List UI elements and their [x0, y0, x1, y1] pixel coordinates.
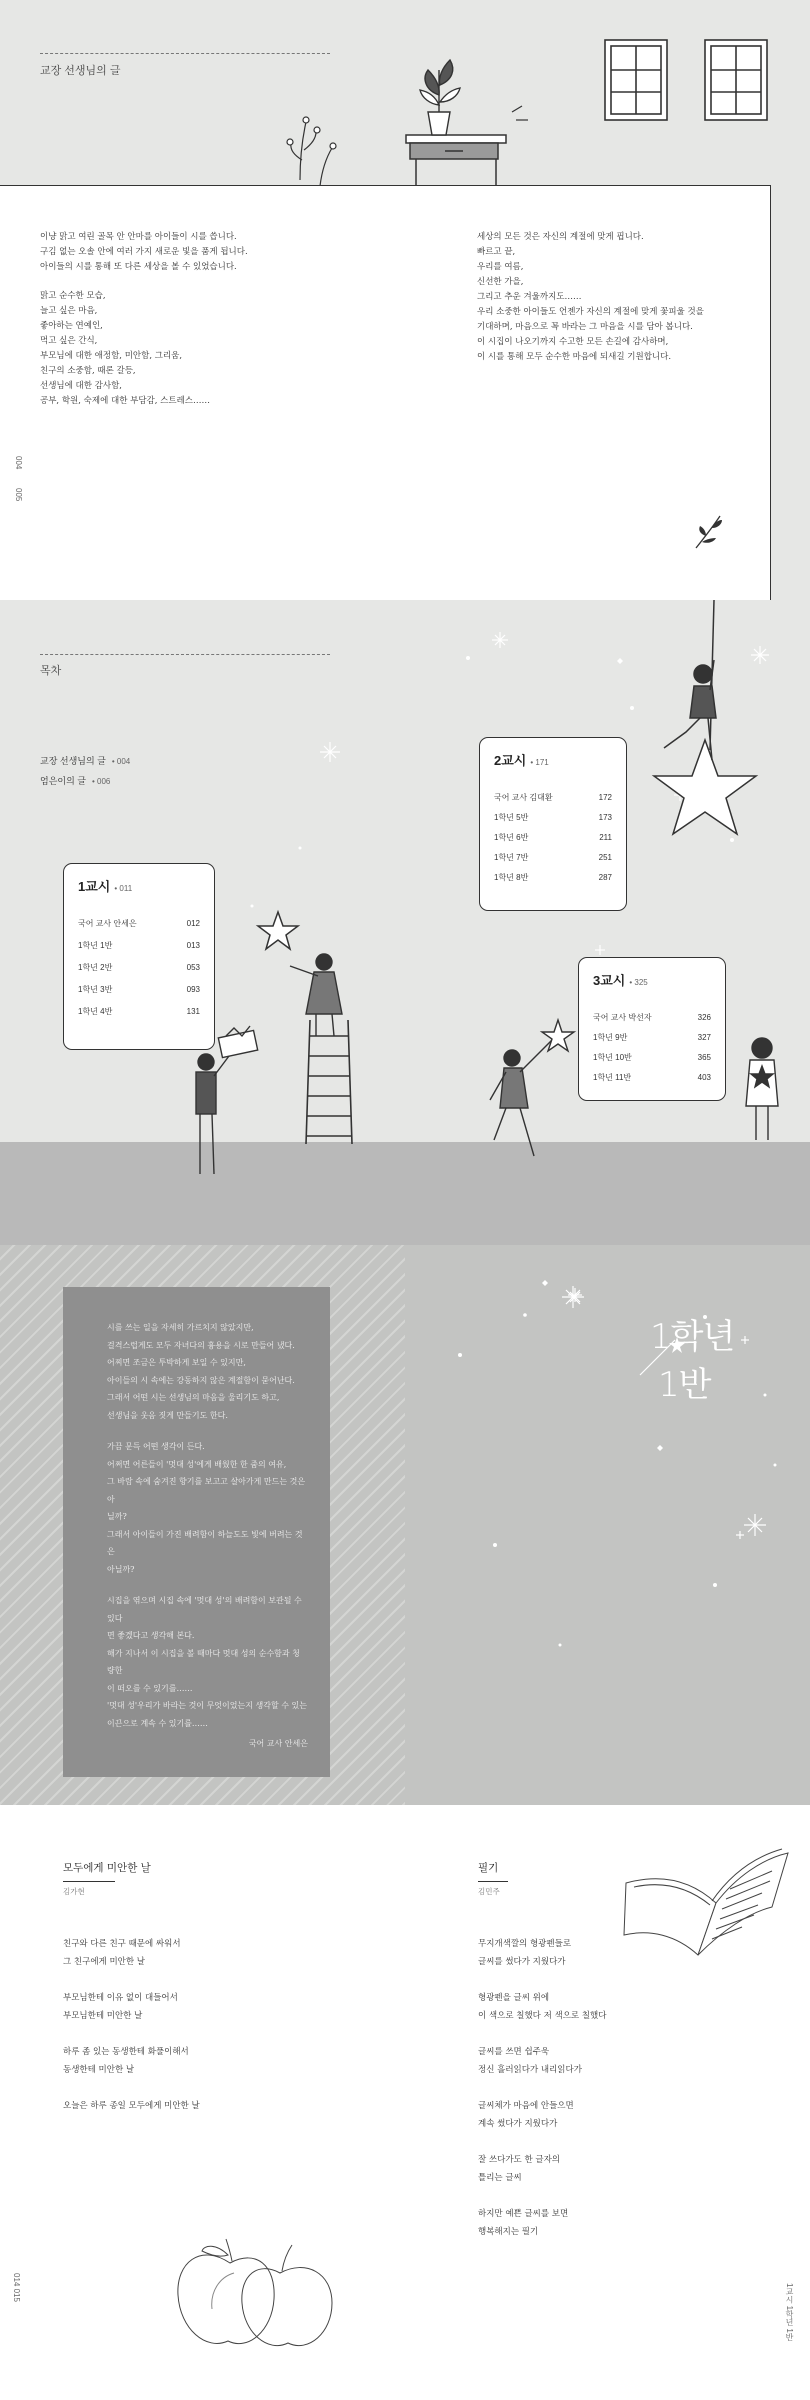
poem-body-right	[478, 1935, 778, 2241]
intro-line: 시집을 엮으며 시집 속에 '멋대 성'의 배려함이 보관될 수 있다	[107, 1596, 302, 1623]
toc-item-label: 교장 선생님의 글	[40, 756, 106, 766]
toc-row[interactable]: 1학년 9반 327	[593, 1032, 711, 1042]
toc-row[interactable]: 1학년 11반 403	[593, 1072, 711, 1082]
class-title	[650, 1313, 734, 1409]
poem-line: 틀리는 글씨	[478, 2173, 522, 2183]
preface-line: 늘고 싶은 마음,	[40, 306, 98, 316]
preface-line: 신선한 가을,	[477, 277, 524, 287]
intro-line: 이 떠오를 수 있기를……	[107, 1683, 193, 1693]
toc-row[interactable]: 1학년 1반 013	[78, 940, 200, 950]
preface-section	[0, 0, 810, 600]
preface-line: 우리 소중한 아이들도 언젠가 자신의 계절에 맞게 꽃피울 것을	[477, 307, 704, 317]
preface-line: 친구의 소중함, 때론 갈등,	[40, 366, 136, 376]
poem-line: 부모님한테 이유 없이 대들어서	[63, 1993, 178, 2003]
intro-line: 그 바람 속에 숨겨진 향기를 보고고 살아가게 만드는 것은 아	[107, 1477, 306, 1504]
toc-title: 목차	[40, 665, 62, 677]
chapter-heading: 1교시 • 011	[78, 879, 133, 894]
girl-with-star-icon	[746, 1038, 778, 1140]
notebook-sketch-icon	[622, 1823, 794, 1961]
preface-line: 맑고 순수한 모습,	[40, 291, 106, 301]
intro-line: 그래서 어떤 시는 선생님의 마음을 울리기도 하고,	[107, 1393, 280, 1402]
intro-line: 아닐까?	[107, 1564, 135, 1574]
sparkles-decoration	[405, 1245, 810, 1805]
preface-line: 먹고 싶은 간식,	[40, 336, 98, 346]
intro-line: 선생님을 웃음 짓게 만들기도 한다.	[107, 1410, 228, 1420]
room-illustration	[260, 40, 790, 186]
intro-line: 어찌면 조금은 투박하게 보일 수 있지만,	[107, 1358, 246, 1367]
poem-line: 글씨를 쓰면 쉽주욱	[478, 2047, 550, 2057]
poem-title: 모두에게 미안한 날	[63, 1862, 151, 1874]
preface-column-right	[477, 230, 757, 365]
preface-paper	[0, 185, 771, 601]
poems-section	[0, 1805, 810, 2400]
intro-line: 시를 쓰는 일을 자세히 가르치지 않았지만,	[107, 1323, 254, 1332]
poem-line: 행복해지는 필기	[478, 2227, 539, 2237]
intro-line: 해가 지나서 이 시집을 볼 때마다 멋대 성의 순수함과 청량한	[107, 1648, 300, 1675]
poem-line: 하지만 예쁜 글씨를 보면	[478, 2209, 569, 2219]
running-footer: 1교시 1학년 1반	[785, 2283, 794, 2341]
toc-row[interactable]: 1학년 5반 173	[494, 812, 612, 822]
poem-line: 친구와 다른 친구 때문에 싸워서	[63, 1939, 181, 1949]
chapter-heading: 2교시 • 171	[494, 753, 549, 768]
preface-column-left	[40, 230, 340, 409]
poem-line: 부모님한테 미안한 날	[63, 2011, 143, 2021]
toc-item-page: • 006	[91, 777, 111, 786]
poem-line: 잘 쓰다가도 한 글자의	[478, 2155, 561, 2165]
preface-line: 기대하며, 마음으로 꼭 바라는 그 마음을 시를 담아 봅니다.	[477, 322, 693, 332]
preface-line: 빠르고 끝,	[477, 247, 516, 257]
toc-row[interactable]: 1학년 7반 251	[494, 852, 612, 862]
chapter-heading: 3교시 • 325	[593, 973, 648, 988]
toc-row[interactable]: 1학년 3반 093	[78, 984, 200, 994]
page-numbers: 014 015	[12, 2273, 21, 2302]
toc-item-page: • 004	[111, 757, 131, 766]
toc-item-label: 엄은이의 글	[40, 776, 86, 786]
intro-line: 이끈으로 계속 수 있기를……	[107, 1718, 208, 1728]
poem-line: 형광펜을 글씨 위에	[478, 1993, 550, 2003]
page-number: 005	[14, 488, 23, 502]
toc-row[interactable]: 1학년 8반 287	[494, 872, 612, 882]
poem-line: 글씨체가 마음에 안들으면	[478, 2101, 574, 2111]
preface-line: 세상의 모든 것은 자신의 계절에 맞게 핍니다.	[477, 232, 644, 242]
title-underline	[478, 1881, 508, 1882]
intro-line: 면 좋겠다고 생각해 본다.	[107, 1631, 195, 1640]
title-underline	[63, 1881, 115, 1882]
poem-body-left	[63, 1935, 363, 2115]
poem-line: 그 친구에게 미안한 날	[63, 1957, 146, 1967]
intro-section	[0, 1245, 810, 1805]
boy-with-star-icon	[490, 1020, 574, 1156]
preface-line: 이 시집이 나오기까지 수고한 모든 손길에 감사하며,	[477, 337, 669, 347]
toc-illustration	[0, 600, 810, 1245]
intro-text-box	[63, 1287, 330, 1777]
motion-lines-icon	[512, 106, 528, 120]
apples-sketch-icon	[170, 2233, 340, 2363]
toc-row[interactable]: 국어 교사 안세은 012	[78, 918, 200, 928]
poem-line: 오늘은 하루 종일 모두에게 미안한 날	[63, 2101, 200, 2111]
poem-line: 이 색으로 칠했다 저 색으로 칠했다	[478, 2011, 607, 2021]
intro-line: 어쩌면 어른들이 '멋대 성'에게 배웠한 한 줌의 여유,	[107, 1459, 287, 1469]
poem-line: 계속 썼다가 지웠다가	[478, 2119, 558, 2129]
toc-row[interactable]: 1학년 6반 211	[494, 832, 612, 842]
poem-author: 김가현	[63, 1887, 85, 1896]
flower-sprig-icon	[287, 117, 336, 186]
preface-line: 선생님에 대한 감사함,	[40, 381, 123, 391]
intro-signature: 국어 교사 안세은	[248, 1739, 308, 1748]
class-title-grade: 1학년	[650, 1317, 735, 1357]
intro-line: 아이들의 시 속에는 강동하지 않은 계절함이 묻어난다.	[107, 1375, 295, 1385]
class-title-class: 1반	[658, 1365, 711, 1405]
preface-line: 공부, 학원, 숙제에 대한 부담감, 스트레스……	[40, 396, 210, 406]
girl-on-ladder-icon	[290, 954, 342, 1036]
table-icon	[406, 135, 506, 186]
poem-line: 글씨를 썼다가 지웠다가	[478, 1957, 566, 1967]
toc-row[interactable]: 국어 교사 박선자 326	[593, 1012, 711, 1022]
boy-with-box-icon	[196, 1026, 258, 1174]
girl-on-star-icon	[654, 600, 756, 834]
toc-section	[0, 600, 810, 1245]
intro-line: 그래서 아이들이 가진 배려함이 하늘도도 빛에 버려는 것은	[107, 1529, 303, 1556]
intro-line: 가끔 문득 어떤 생각이 든다.	[107, 1442, 205, 1451]
poem-line: 무지개색깔의 형광펜들로	[478, 1939, 572, 1949]
poem-line: 동생한테 미안한 날	[63, 2065, 135, 2075]
star-icon	[258, 912, 298, 949]
toc-row[interactable]: 국어 교사 김대환 172	[494, 792, 612, 802]
preface-line: 구김 없는 오솔 안에 여러 가지 새로운 빛을 품게 됩니다.	[40, 247, 248, 257]
potted-plant-icon	[420, 60, 460, 135]
preface-line: 우리를 여름,	[477, 262, 524, 272]
preface-line: 그리고 추운 겨울까지도……	[477, 292, 582, 302]
toc-row[interactable]: 1학년 10반 365	[593, 1052, 711, 1062]
toc-row[interactable]: 1학년 4반 131	[78, 1006, 200, 1016]
preface-title: 교장 선생님의 글	[40, 65, 121, 77]
window-right-icon	[705, 40, 767, 120]
ladder-icon	[306, 1020, 352, 1144]
preface-line: 아이들의 시를 통해 또 다른 세상을 볼 수 있었습니다.	[40, 262, 237, 272]
page-number: 004	[14, 456, 23, 470]
toc-row[interactable]: 1학년 2반 053	[78, 962, 200, 972]
preface-line: 이냥 맑고 여린 골목 안 안마를 아이들이 시를 씁니다.	[40, 232, 237, 242]
poem-author: 김민주	[478, 1887, 500, 1896]
poem-title: 필기	[478, 1862, 499, 1874]
poem-line: 정신 흘러읽다가 내리읽다가	[478, 2065, 582, 2075]
preface-line: 이 시를 통해 모두 순수한 마음에 되새길 기원합니다.	[477, 352, 672, 362]
preface-line: 부모님에 대한 애정함, 미안함, 그리움,	[40, 351, 183, 361]
poem-line: 하루 좀 있는 동생한테 화풀이해서	[63, 2047, 189, 2057]
window-left-icon	[605, 40, 667, 120]
intro-text	[107, 1319, 307, 1732]
intro-line: 걸격스럽게도 모두 자녀다의 흉용을 시로 만들어 냈다.	[107, 1340, 295, 1350]
preface-line: 좋아하는 연예인,	[40, 321, 103, 331]
intro-line: '멋대 성'우리가 바라는 것이 무엇이었는지 생각할 수 있는	[107, 1701, 307, 1710]
intro-line: 닐까?	[107, 1512, 127, 1521]
flower-sprig-icon	[690, 506, 730, 556]
